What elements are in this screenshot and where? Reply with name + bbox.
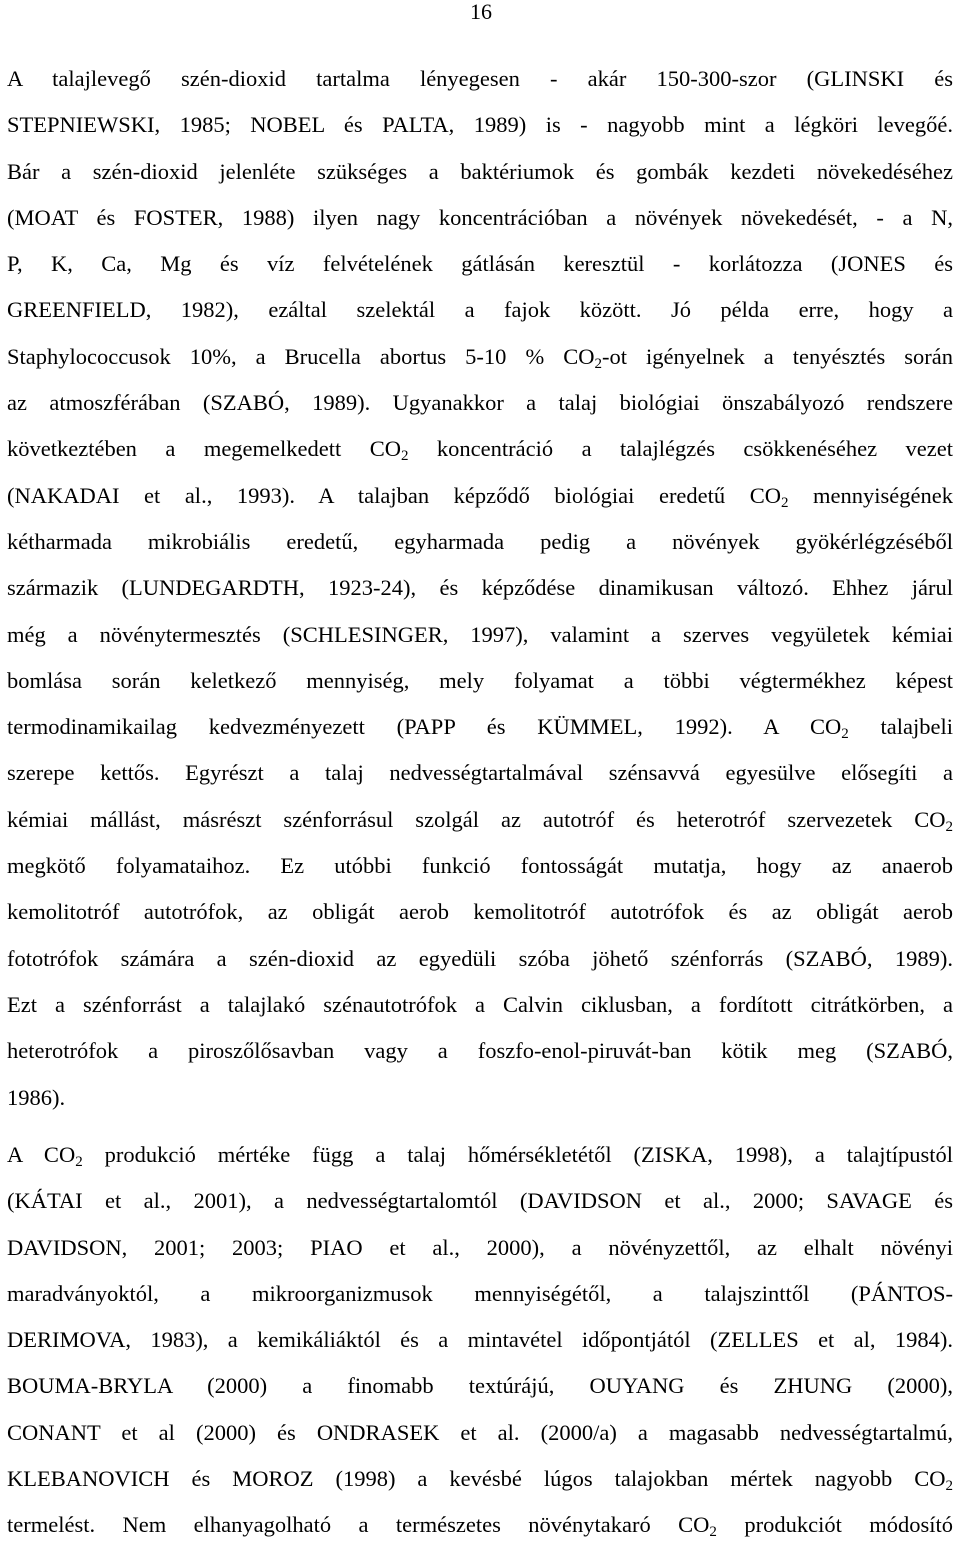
text-line: kétharmada mikrobiális eredetű, egyharmada pedig a növények gyökérlégzéséből: [7, 528, 953, 554]
text-line: termodinamikailag kedvezményezett (PAPP és KÜMMEL, 1992). A $CO_2$ talajbeli: [7, 714, 954, 743]
text-line: CONANT et al (2000) és ONDRASEK et al. (2000/a) a magasabb nedvességtartalmú,: [7, 1419, 953, 1445]
text-line: származik (LUNDEGARDTH, 1923-24), és képződése dinamikusan változó. Ehhez járul: [7, 575, 953, 601]
text-line: az atmoszférában (SZABÓ, 1989). Ugyanakkor a talaj biológiai önszabályozó rendszere: [7, 390, 953, 416]
text-line: KLEBANOVICH és MOROZ (1998) a kevésbé lúgos talajokban mértek nagyobb $CO_2$: [7, 1466, 953, 1495]
text-line: GREENFIELD, 1982), ezáltal szelektál a fajok között. Jó példa erre, hogy a: [7, 297, 953, 323]
text-line: következtében a megemelkedett $CO_2$ koncentráció a talajlégzés csökkenéséhez vezet: [7, 436, 954, 465]
text-line: (NAKADAI et al., 1993). A talajban képződő biológiai eredetű $CO_2$ mennyiségének: [7, 482, 953, 511]
text-line: kémiai mállást, másrészt szénforrásul szolgál az autotróf és heterotróf szervezetek $CO_2$: [7, 806, 953, 835]
text-line: (MOAT és FOSTER, 1988) ilyen nagy koncentrációban a növények növekedését, - a N,: [7, 204, 953, 230]
text-line: BOUMA-BRYLA (2000) a finomabb textúrájú, OUYANG és ZHUNG (2000),: [7, 1373, 953, 1399]
text-line: DERIMOVA, 1983), a kemikáliáktól és a mintavétel időpontjától (ZELLES et al, 1984).: [7, 1327, 953, 1353]
text-line: bomlása során keletkező mennyiség, mely folyamat a többi végtermékhez képest: [7, 667, 953, 693]
page-number: 16: [470, 0, 492, 24]
text-line: DAVIDSON, 2001; 2003; PIAO et al., 2000), a növényzettől, az elhalt növényi: [7, 1234, 953, 1260]
text-line: 1986).: [7, 1084, 66, 1110]
text-line: P, K, Ca, Mg és víz felvételének gátlásán keresztül - korlátozza (JONES és: [7, 251, 953, 277]
text-line: Staphylococcusok 10%, a Brucella abortus 5-10 % $CO_2-ot$ igényelnek a tenyésztés során: [7, 343, 953, 372]
text-line: fototrófok számára a szén-dioxid az egyedüli szóba jöhető szénforrás (SZABÓ, 1989).: [7, 945, 953, 971]
text-line: szerepe kettős. Egyrészt a talaj nedvességtartalmával szénsavvá egyesülve elősegíti a: [7, 760, 953, 786]
paragraph-co2-production-factors: [7, 1132, 953, 1549]
text-line: Bár a szén-dioxid jelenléte szükséges a baktériumok és gombák kezdeti növekedéséhez: [7, 158, 953, 184]
paragraph-co2-soil-air: [7, 56, 953, 1121]
text-line: még a növénytermesztés (SCHLESINGER, 1997), valamint a szerves vegyületek kémiai: [7, 621, 953, 647]
text-line: maradványoktól, a mikroorganizmusok mennyiségétől, a talajszinttől (PÁNTOS-: [7, 1280, 953, 1306]
text-line: Ezt a szénforrást a talajlakó szénautotrófok a Calvin ciklusban, a fordított citrátkörben, a: [7, 991, 953, 1017]
text-line: termelést. Nem elhanyagolható a természetes növénytakaró $CO_2$ produkciót módosító: [7, 1512, 953, 1541]
text-line: kemolitotróf autotrófok, az obligát aerob kemolitotróf autotrófok és az obligát aerob: [7, 899, 953, 925]
text-line: A talajlevegő szén-dioxid tartalma lényegesen - akár 150-300-szor (GLINSKI és: [7, 66, 953, 91]
text-line: megkötő folyamataihoz. Ez utóbbi funkció fontosságát mutatja, hogy az anaerob: [7, 853, 953, 879]
text-line: A $CO_2$ produkció mértéke függ a talaj hőmérsékletétől (ZISKA, 1998), a talajtípustól: [7, 1142, 954, 1170]
text-line: STEPNIEWSKI, 1985; NOBEL és PALTA, 1989) is - nagyobb mint a légköri levegőé.: [7, 112, 953, 138]
text-line: heterotrófok a piroszőlősavban vagy a foszfo-enol-piruvát-ban kötik meg (SZABÓ,: [7, 1038, 953, 1064]
text-line: (KÁTAI et al., 2001), a nedvességtartalomtól (DAVIDSON et al., 2000; SAVAGE és: [7, 1188, 953, 1214]
